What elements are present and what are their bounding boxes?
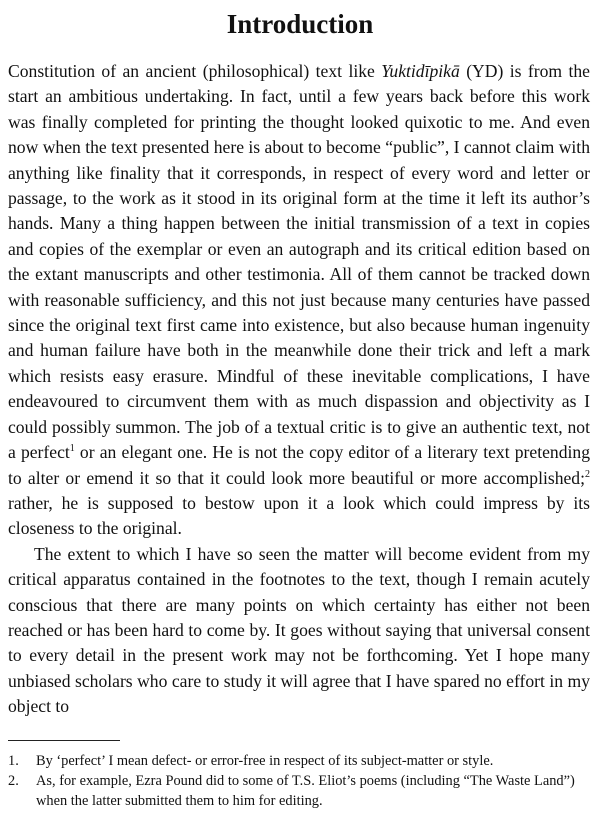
footnote-1: [8, 751, 590, 771]
footnote-2: [8, 771, 590, 811]
body-text: [8, 59, 590, 720]
footnote-1-number: 1.: [8, 753, 19, 769]
paragraph-1-text-b: (YD) is from the start an ambitious undertaking. In fact, until a few years back before this work was finally completed for printing the thought looked quixotic to me. And even now when the text presented here is about to become “public”, I cannot claim with anything like finality that it corresponds, in respect of every word and letter or passage, to the work as it stood in its original form at the time it left its author’s hands. Many a thing happen between the initial transmission of a text in copies and copies of the exemplar or even an autograph and its critical edition based on the extant manuscripts and other testimonia. All of them cannot be tracked down with reasonable sufficiency, and this not just because many centuries have passed since the original text first came into existence, but also because human ingenuity and human failure have both in the meanwhile done their trick and left a mark which resists easy erasure. Mindful of these inevitable complications, I have endeavoured to circumvent them with as much dispassion and objectivity as I could possibly summon. The job of a textual critic is to give an authentic text, not a perfect: [8, 61, 590, 463]
work-title-italic: Yuktidīpikā: [381, 61, 460, 81]
footnotes: [8, 751, 590, 811]
footnote-2-text: As, for example, Ezra Pound did to some of T.S. Eliot’s poems (including “The Waste Land”) when the latter submitted them to him for editing.: [36, 773, 575, 809]
paragraph-2: The extent to which I have so seen the matter will become evident from my critical apparatus contained in the footnotes to the text, though I remain acutely conscious that there are many points on which certainty has either not been reached or has been hard to come by. It goes without saying that universal consent to every detail in the present work may not be forthcoming. Yet I hope many unbiased scholars who care to study it will agree that I have spared no effort in my object to: [8, 543, 590, 717]
paragraph-1: [8, 59, 590, 542]
paragraph-1-text-c: or an elegant one. He is not the copy editor of a literary text pretending to alter or emend it so that it could look more beautiful or more accomplished;: [8, 442, 590, 488]
paragraph-1-text-a: Constitution of an ancient (philosophical) text like: [8, 61, 382, 81]
footnote-divider: [8, 740, 120, 741]
page-title: Introduction: [226, 9, 374, 39]
paragraph-1-text-d: rather, he is supposed to bestow upon it a look which could impress by its closeness to the original.: [8, 492, 590, 539]
footnote-reference-1: 1: [69, 443, 75, 455]
footnote-reference-2: 2: [585, 468, 590, 480]
footnote-2-number: 2.: [8, 773, 19, 789]
footnote-1-text: By ‘perfect’ I mean defect- or error-free in respect of its subject-matter or style.: [36, 753, 494, 769]
